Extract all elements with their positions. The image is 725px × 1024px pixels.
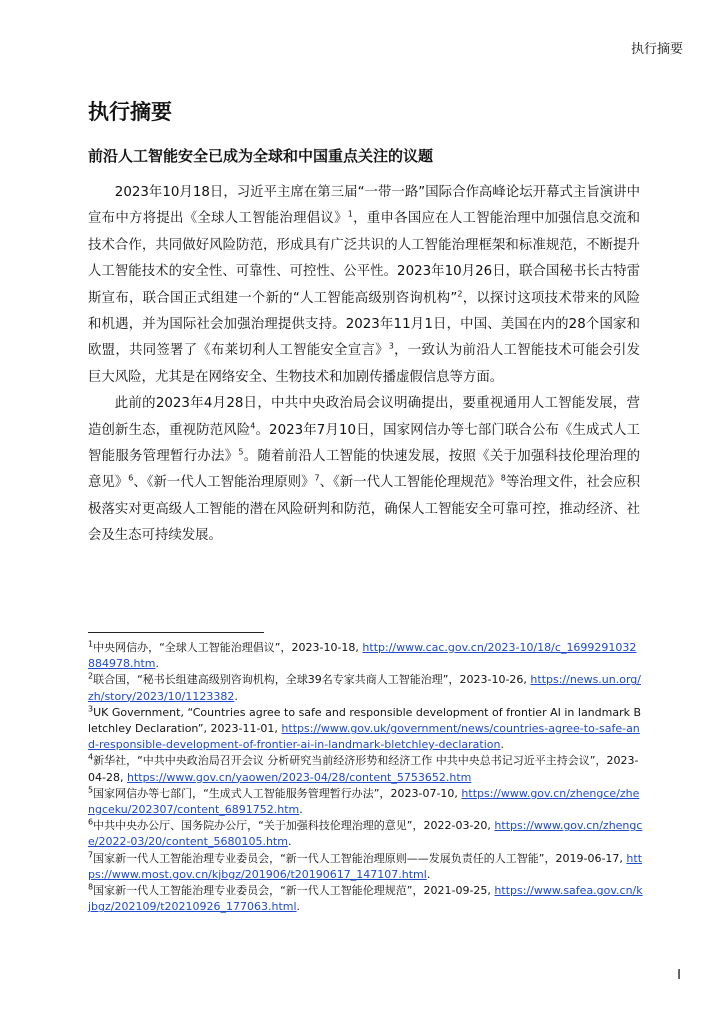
paragraph-text: ，重申各国应在人工智能治理中加强信息交流和技术合作，共同做好风险防范，形成具有广泛共识的人工智能治理框架和标准规范，不断提升人工智能技术的安全性、可靠性、可控性、公平性。2023年10月26日，联合国秘书长古特雷斯宣布，联合国正式组建一个新的“人工智能高级别咨询机构” bbox=[88, 211, 640, 306]
footnote-item bbox=[88, 672, 643, 704]
footnote-item bbox=[88, 818, 643, 850]
footnote-text: 新华社，“中共中央政治局召开会议 分析研究当前经济形势和经济工作 中共中央总书记习近平主持会议”，2023-04-28, bbox=[88, 754, 639, 784]
footnote-ref[interactable]: 6 bbox=[128, 474, 134, 483]
footnote-divider bbox=[88, 632, 264, 633]
footnote-link[interactable]: https://www.gov.cn/zhengce/2022-03/20/content_5680105.htm bbox=[88, 819, 643, 849]
page-title: 执行摘要 bbox=[88, 100, 172, 124]
paragraph-text: 。随着前沿人工智能的快速发展，按照《关于加强科技伦理治理的意见》 bbox=[88, 449, 641, 491]
footnote-number: 1 bbox=[88, 639, 94, 649]
footnote-link[interactable]: https://www.gov.cn/zhengce/zhengceku/202307/content_6891752.htm bbox=[88, 786, 640, 817]
footnotes bbox=[88, 640, 643, 915]
footnote-ref[interactable]: 1 bbox=[347, 209, 353, 219]
footnote-tail: . bbox=[299, 803, 303, 817]
paragraph-text: ，一致认为前沿人工智能技术可能会引发巨大风险，尤其是在网络安全、生物技术和加剧传播虚假信息等方面。 bbox=[88, 343, 640, 385]
footnote-ref[interactable]: 8 bbox=[500, 474, 506, 483]
section-heading: 前沿人工智能安全已成为全球和中国重点关注的议题 bbox=[88, 147, 434, 165]
footnote-link[interactable]: https://www.gov.uk/government/news/countries-agree-to-safe-and-responsible-development-of-frontier-ai-in-landmark-bletchley-declaration bbox=[88, 722, 640, 752]
footnote-tail: . bbox=[500, 738, 504, 752]
footnote-number: 5 bbox=[88, 785, 94, 795]
footnote-ref[interactable]: 7 bbox=[314, 474, 320, 483]
footnote-text: 国家新一代人工智能治理专业委员会，“新一代人工智能治理原则——发展负责任的人工智能”，2019-06-17, bbox=[93, 851, 627, 865]
footnote-text: 国家网信办等七部门，“生成式人工智能服务管理暂行办法”，2023-07-10, bbox=[93, 786, 462, 800]
footnote-number: 4 bbox=[88, 752, 94, 762]
footnote-item bbox=[88, 851, 643, 883]
footnote-ref[interactable]: 4 bbox=[250, 421, 256, 431]
footnote-number: 8 bbox=[88, 882, 94, 892]
footnote-item bbox=[88, 705, 643, 754]
footnote-link[interactable]: http://www.cac.gov.cn/2023-10/18/c_1699291032884978.htm bbox=[88, 641, 637, 671]
paragraph-text: 、《新一代人工智能伦理规范》 bbox=[319, 475, 501, 491]
footnote-ref[interactable]: 2 bbox=[457, 289, 463, 299]
paragraph-text: 2023年10月18日，习近平主席在第三届“一带一路”国际合作高峰论坛开幕式主旨演讲中宣布中方将提出《全球人工智能治理倡议》 bbox=[88, 185, 640, 227]
page-number: I bbox=[677, 968, 681, 983]
paragraph-text: ，以探讨这项技术带来的风险和机遇，并为国际社会加强治理提供支持。2023年11月1日，中国、美国在内的28个国家和欧盟，共同签署了《布莱切利人工智能安全宣言》 bbox=[88, 290, 641, 359]
paragraph-text: 等治理文件，社会应积极落实对更高级人工智能的潜在风险研判和防范，确保人工智能安全可靠可控，推动经济、社会及生态可持续发展。 bbox=[88, 475, 641, 544]
footnote-text: UK Government, “Countries agree to safe and responsible development of frontier AI in landmark Bletchley Declaration”, 2023-11-01, bbox=[88, 705, 642, 736]
paragraph bbox=[88, 180, 640, 391]
footnote-number: 2 bbox=[88, 671, 94, 681]
paragraph bbox=[88, 391, 640, 549]
footnote-item bbox=[88, 786, 643, 818]
footnote-number: 7 bbox=[88, 849, 94, 859]
footnote-text: 中共中央办公厅、国务院办公厅，“关于加强科技伦理治理的意见”，2022-03-20, bbox=[93, 819, 495, 833]
footnote-tail: . bbox=[296, 900, 301, 914]
footnote-number: 3 bbox=[88, 704, 94, 714]
footnote-text: 国家新一代人工智能治理专业委员会，“新一代人工智能伦理规范”，2021-09-25, bbox=[93, 884, 495, 898]
footnote-link[interactable]: https://news.un.org/zh/story/2023/10/1123382 bbox=[88, 673, 641, 703]
footnote-link[interactable]: https://www.gov.cn/yaowen/2023-04/28/content_5753652.htm bbox=[126, 770, 472, 784]
running-header: 执行摘要 bbox=[630, 42, 683, 57]
footnote-link[interactable]: https://www.safea.gov.cn/kjbgz/202109/t20210926_177063.html bbox=[88, 884, 643, 914]
paragraph-text: 、《新一代人工智能治理原则》 bbox=[133, 475, 315, 491]
footnote-tail: . bbox=[287, 835, 292, 849]
footnote-tail: . bbox=[155, 657, 159, 671]
footnote-ref[interactable]: 3 bbox=[388, 341, 394, 351]
footnote-tail: . bbox=[426, 867, 431, 881]
footnote-number: 6 bbox=[88, 817, 94, 827]
footnote-text: 中央网信办，“全球人工智能治理倡议”，2023-10-18, bbox=[93, 641, 363, 654]
footnote-ref[interactable]: 5 bbox=[238, 447, 244, 457]
body-text bbox=[88, 180, 640, 550]
footnote-item bbox=[88, 753, 643, 785]
paragraph-text: 此前的2023年4月28日，中共中央政治局会议明确提出，要重视通用人工智能发展，营造创新生态，重视防范风险 bbox=[88, 396, 640, 438]
footnote-tail: . bbox=[234, 689, 238, 703]
footnote-item bbox=[88, 640, 643, 672]
footnote-item bbox=[88, 883, 643, 915]
footnote-text: 联合国，“秘书长组建高级别咨询机构，全球39名专家共商人工智能治理”，2023-10-26, bbox=[93, 673, 531, 687]
paragraph-text: 。2023年7月10日，国家网信办等七部门联合公布《生成式人工智能服务管理暂行办法》 bbox=[88, 422, 641, 465]
footnote-link[interactable]: https://www.most.gov.cn/kjbgz/201906/t20190617_147107.html bbox=[88, 851, 643, 881]
